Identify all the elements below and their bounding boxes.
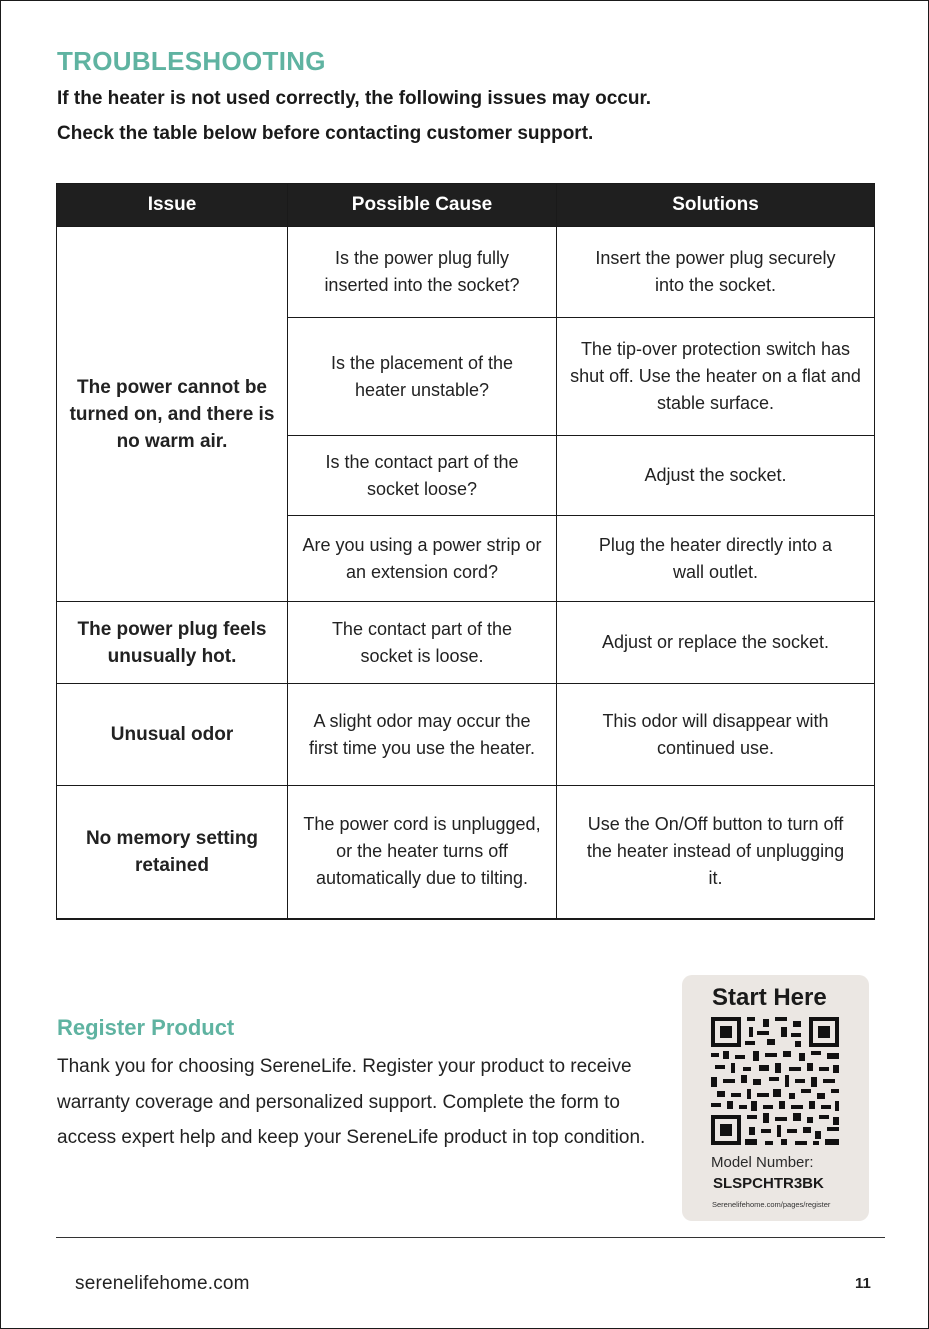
intro-line-2: Check the table below before contacting customer support. [57, 123, 594, 144]
issue-power-cannot-turn-on: The power cannot be turned on, and there is no warm air. [57, 227, 288, 602]
solution-cell: This odor will disappear with continued use. [557, 684, 875, 786]
page-number: 11 [855, 1275, 871, 1292]
intro-line-1: If the heater is not used correctly, the following issues may occur. [57, 88, 652, 109]
table-row [57, 684, 875, 786]
solution-cell: The tip-over protection switch has shut off. Use the heater on a flat and stable surface. [557, 318, 875, 436]
header-solutions: Solutions [557, 184, 875, 227]
page-title: TROUBLESHOOTING [57, 46, 326, 76]
model-number-value: SLSPCHTR3BK [713, 1175, 824, 1192]
header-possible-cause: Possible Cause [288, 184, 557, 227]
cause-cell: Is the power plug fully inserted into the socket? [288, 227, 557, 318]
footer-website: serenelifehome.com [75, 1273, 250, 1294]
header-issue: Issue [57, 184, 288, 227]
solution-cell: Insert the power plug securely into the socket. [557, 227, 875, 318]
cause-cell: Is the placement of the heater unstable? [288, 318, 557, 436]
issue-unusual-odor: Unusual odor [57, 684, 288, 786]
table-row [57, 227, 875, 318]
solution-cell: Adjust the socket. [557, 436, 875, 516]
solution-cell: Adjust or replace the socket. [557, 602, 875, 684]
solution-cell: Use the On/Off button to turn off the heater instead of unplugging it. [557, 786, 875, 919]
table-header-row [57, 184, 875, 227]
register-body: Thank you for choosing SereneLife. Register your product to receive warranty coverage and personalized support. Complete the form to access expert help and keep your SereneLife product in top condition. [57, 1056, 646, 1148]
issue-plug-hot: The power plug feels unusually hot. [57, 602, 288, 684]
cause-cell: The power cord is unplugged, or the heater turns off automatically due to tilting. [288, 786, 557, 919]
qr-register-card[interactable] [682, 975, 869, 1221]
cause-cell: Is the contact part of the socket loose? [288, 436, 557, 516]
cause-cell: A slight odor may occur the first time you use the heater. [288, 684, 557, 786]
table-row [57, 786, 875, 919]
footer-divider [56, 1237, 885, 1238]
register-title: Register Product [57, 1015, 235, 1040]
qr-heading: Start Here [712, 984, 827, 1011]
troubleshooting-table [56, 183, 875, 920]
cause-cell: The contact part of the socket is loose. [288, 602, 557, 684]
issue-no-memory: No memory setting retained [57, 786, 288, 919]
model-number-label: Model Number: [711, 1154, 814, 1171]
register-url[interactable]: Serenelifehome.com/pages/register [712, 1200, 831, 1209]
qr-code-icon[interactable] [711, 1017, 839, 1145]
cause-cell: Are you using a power strip or an extension cord? [288, 516, 557, 602]
table-row [57, 602, 875, 684]
solution-cell: Plug the heater directly into a wall outlet. [557, 516, 875, 602]
